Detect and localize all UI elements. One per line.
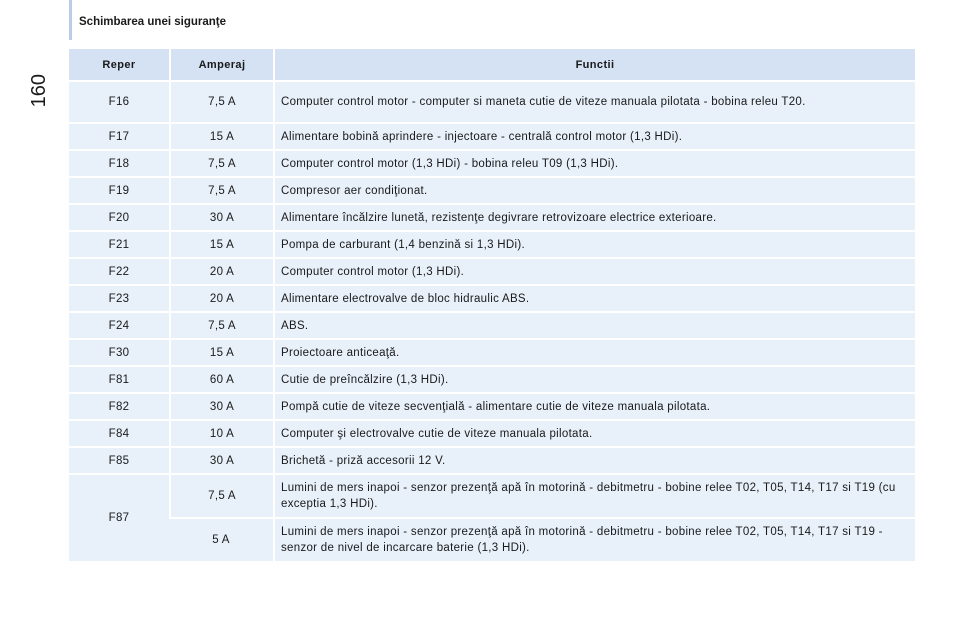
- table-row: [69, 178, 915, 203]
- cell-fn: Brichetă - priză accesorii 12 V.: [273, 448, 915, 473]
- page-number: 160: [28, 74, 50, 108]
- table-header-row: [69, 49, 915, 80]
- cell-fn: Pompă cutie de viteze secvenţială - alimentare cutie de viteze manuala pilotata.: [273, 394, 915, 419]
- cell-amp: 30 A: [169, 205, 273, 230]
- cell-fn: Alimentare încălzire lunetă, rezistenţe degivrare retrovizoare electrice exterioare.: [273, 205, 915, 230]
- cell-amp: 30 A: [169, 394, 273, 419]
- table-row: [69, 205, 915, 230]
- cell-fn: Computer control motor - computer si maneta cutie de viteze manuala pilotata - bobina releu T20.: [273, 82, 915, 122]
- cell-amp: 30 A: [169, 448, 273, 473]
- page-number-container: [28, 74, 52, 114]
- cell-ref: F81: [69, 367, 169, 392]
- cell-fn: Alimentare bobină aprindere - injectoare - centrală control motor (1,3 HDi).: [273, 124, 915, 149]
- table-row: [69, 286, 915, 311]
- table-body: [69, 82, 915, 561]
- table-row: [69, 367, 915, 392]
- cell-amp: 60 A: [169, 367, 273, 392]
- cell-fn-f87b: Lumini de mers inapoi - senzor prezenţă apă în motorină - debitmetru - bobine relee T02, T05, T14, T17 si T19 - senzor de nivel de incarcare baterie (1,3 HDi).: [273, 519, 915, 561]
- cell-ref: F24: [69, 313, 169, 338]
- table-row: [69, 448, 915, 473]
- header-amp: Amperaj: [169, 49, 273, 80]
- cell-ref: F84: [69, 421, 169, 446]
- cell-fn: ABS.: [273, 313, 915, 338]
- cell-amp: 7,5 A: [169, 151, 273, 176]
- cell-amp: 7,5 A: [169, 82, 273, 122]
- cell-amp: 10 A: [169, 421, 273, 446]
- cell-ref: F20: [69, 205, 169, 230]
- cell-fn: Computer control motor (1,3 HDi).: [273, 259, 915, 284]
- cell-ref: F19: [69, 178, 169, 203]
- cell-fn: Cutie de preîncălzire (1,3 HDi).: [273, 367, 915, 392]
- cell-amp-f87a: 7,5 A: [169, 475, 273, 517]
- cell-ref: F17: [69, 124, 169, 149]
- cell-ref: F30: [69, 340, 169, 365]
- cell-fn: Compresor aer condiţionat.: [273, 178, 915, 203]
- cell-ref: F21: [69, 232, 169, 257]
- cell-amp: 20 A: [169, 286, 273, 311]
- table-row: [69, 124, 915, 149]
- cell-amp: 7,5 A: [169, 313, 273, 338]
- header-fn: Functii: [273, 49, 915, 80]
- cell-fn: Proiectoare anticeaţă.: [273, 340, 915, 365]
- cell-ref: F23: [69, 286, 169, 311]
- cell-amp: 15 A: [169, 340, 273, 365]
- table-row: [69, 232, 915, 257]
- table-row: [69, 259, 915, 284]
- table-row: [69, 82, 915, 122]
- section-accent-bar: [69, 0, 72, 40]
- header-ref: Reper: [69, 49, 169, 80]
- table-row: [69, 394, 915, 419]
- cell-amp: 20 A: [169, 259, 273, 284]
- table-row-f87b: [69, 519, 915, 561]
- cell-fn: Pompa de carburant (1,4 benzină si 1,3 HDi).: [273, 232, 915, 257]
- cell-amp-f87b: 5 A: [169, 519, 273, 561]
- cell-ref: F16: [69, 82, 169, 122]
- cell-fn: Computer control motor (1,3 HDi) - bobina releu T09 (1,3 HDi).: [273, 151, 915, 176]
- table-row: [69, 313, 915, 338]
- cell-fn-f87a: Lumini de mers inapoi - senzor prezenţă apă în motorină - debitmetru - bobine relee T02, T05, T14, T17 si T19 (cu exceptia 1,3 HDi).: [273, 475, 915, 517]
- cell-fn: Alimentare electrovalve de bloc hidraulic ABS.: [273, 286, 915, 311]
- cell-ref: F22: [69, 259, 169, 284]
- section-title: Schimbarea unei siguranţe: [79, 16, 226, 28]
- cell-ref: F82: [69, 394, 169, 419]
- fuse-table: [69, 47, 915, 563]
- cell-fn: Computer şi electrovalve cutie de viteze manuala pilotata.: [273, 421, 915, 446]
- cell-amp: 15 A: [169, 124, 273, 149]
- cell-amp: 7,5 A: [169, 178, 273, 203]
- cell-ref: F85: [69, 448, 169, 473]
- cell-amp: 15 A: [169, 232, 273, 257]
- table-row-f87a: [69, 475, 915, 517]
- table-row: [69, 151, 915, 176]
- cell-ref: F18: [69, 151, 169, 176]
- cell-ref-f87: F87: [69, 475, 169, 561]
- table-row: [69, 421, 915, 446]
- table-row: [69, 340, 915, 365]
